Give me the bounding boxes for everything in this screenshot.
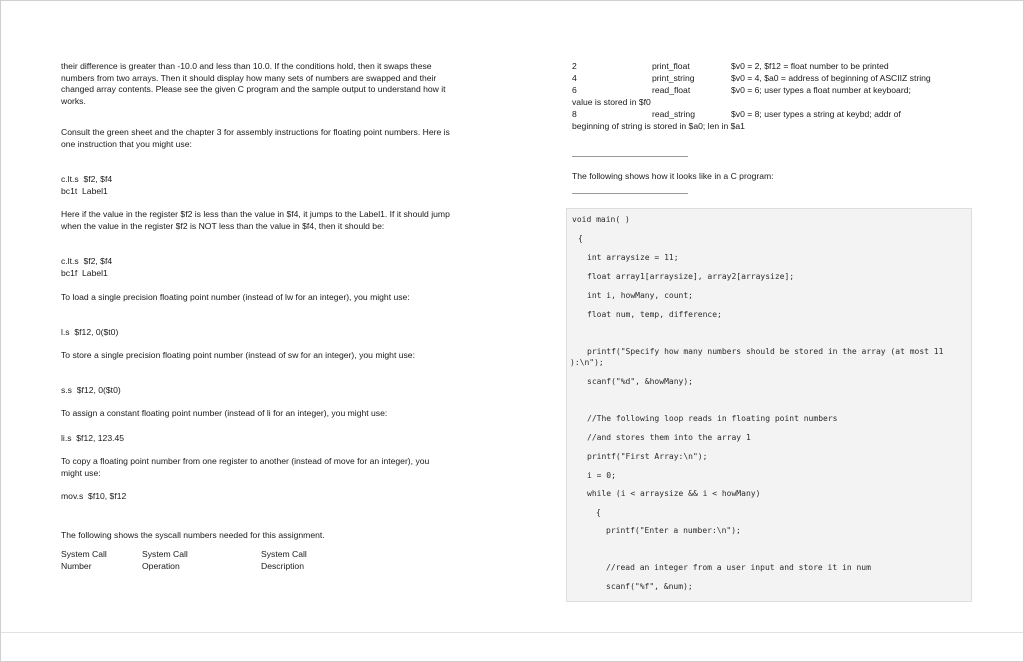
jump-explanation-paragraph: Here if the value in the register $f2 is less than the value in $f4, it jumps to the Label1. If it should jump when the value in the register $f2 is NOT less than the value in $f4, then it should be: (61, 209, 450, 231)
divider-line (572, 193, 688, 194)
load-paragraph: To load a single precision floating point number (instead of lw for an integer), you might use: (61, 292, 410, 302)
code-line: printf("First Array:\n"); (587, 452, 708, 461)
syscall-row-operation: print_string (652, 73, 695, 83)
c-code-block (566, 208, 972, 602)
syscall-row-number: 6 (572, 85, 577, 95)
code-line: ):\n"); (570, 358, 604, 367)
code-line: //and stores them into the array 1 (587, 433, 751, 442)
code-line: while (i < arraysize && i < howMany) (587, 489, 761, 498)
code-line: //read an integer from a user input and store it in num (606, 563, 871, 572)
syscall-intro: The following shows the syscall numbers needed for this assignment. (61, 530, 325, 540)
copy-code: mov.s $f10, $f12 (61, 491, 127, 501)
code-example-2-line-1: c.lt.s $f2, $f4 (61, 256, 113, 266)
code-line: //The following loop reads in floating point numbers (587, 414, 838, 423)
code-line: int arraysize = 11; (587, 253, 679, 262)
syscall-row-description-continued: beginning of string is stored in $a0; len in $a1 (572, 121, 745, 131)
c-program-intro: The following shows how it looks like in a C program: (572, 171, 774, 181)
code-line: i = 0; (587, 471, 616, 480)
syscall-row-number: 4 (572, 73, 577, 83)
syscall-row-operation: read_string (652, 109, 695, 119)
copy-paragraph: To copy a floating point number from one register to another (instead of move for an integer), you might use: (61, 456, 430, 478)
code-line: void main( ) (572, 215, 630, 224)
syscall-row-description-continued: value is stored in $f0 (572, 97, 651, 107)
code-line: printf("Enter a number:\n"); (606, 526, 741, 535)
code-example-1-line-2: bc1t Label1 (61, 186, 108, 196)
code-example-2-line-2: bc1f Label1 (61, 268, 108, 278)
syscall-row-description: $v0 = 4, $a0 = address of beginning of ASCIIZ string (731, 73, 931, 83)
code-line: scanf("%f", &num); (606, 582, 693, 591)
header-operation-line-2: Operation (142, 561, 180, 571)
header-number-line-1: System Call (61, 549, 107, 559)
header-description-line-1: System Call (261, 549, 307, 559)
syscall-row-description: $v0 = 8; user types a string at keybd; addr of (731, 109, 901, 119)
code-line: float num, temp, difference; (587, 310, 722, 319)
header-number-line-2: Number (61, 561, 92, 571)
assign-paragraph: To assign a constant floating point number (instead of li for an integer), you might use: (61, 408, 388, 418)
header-description-line-2: Description (261, 561, 304, 571)
syscall-row-description: $v0 = 6; user types a float number at keyboard; (731, 85, 911, 95)
intro-paragraph: their difference is greater than -10.0 and less than 10.0. If the conditions hold, then it swaps these numbers from two arrays. Then it should display how many sets of numbers are swapped and their changed array contents. Please see the given C program and the sample output to understand how it works. (61, 61, 446, 106)
code-line: { (596, 508, 601, 517)
syscall-row-number: 2 (572, 61, 577, 71)
syscall-row-description: $v0 = 2, $f12 = float number to be printed (731, 61, 889, 71)
code-line: int i, howMany, count; (587, 291, 693, 300)
assign-code: li.s $f12, 123.45 (61, 433, 125, 443)
load-code: l.s $f12, 0($t0) (61, 327, 119, 337)
syscall-row-operation: read_float (652, 85, 691, 95)
store-paragraph: To store a single precision floating point number (instead of sw for an integer), you might use: (61, 350, 415, 360)
header-operation-line-1: System Call (142, 549, 188, 559)
code-line: scanf("%d", &howMany); (587, 377, 693, 386)
code-line: float array1[arraysize], array2[arraysize]; (587, 272, 795, 281)
syscall-row-number: 8 (572, 109, 577, 119)
divider-line (572, 156, 688, 157)
code-line: { (578, 234, 583, 243)
store-code: s.s $f12, 0($t0) (61, 385, 121, 395)
code-example-1-line-1: c.lt.s $f2, $f4 (61, 174, 113, 184)
consult-paragraph: Consult the green sheet and the chapter 3 for assembly instructions for floating point numbers. Here is one instruction that you might use: (61, 127, 450, 149)
syscall-row-operation: print_float (652, 61, 690, 71)
code-line: printf("Specify how many numbers should be stored in the array (at most 11 (587, 347, 944, 356)
